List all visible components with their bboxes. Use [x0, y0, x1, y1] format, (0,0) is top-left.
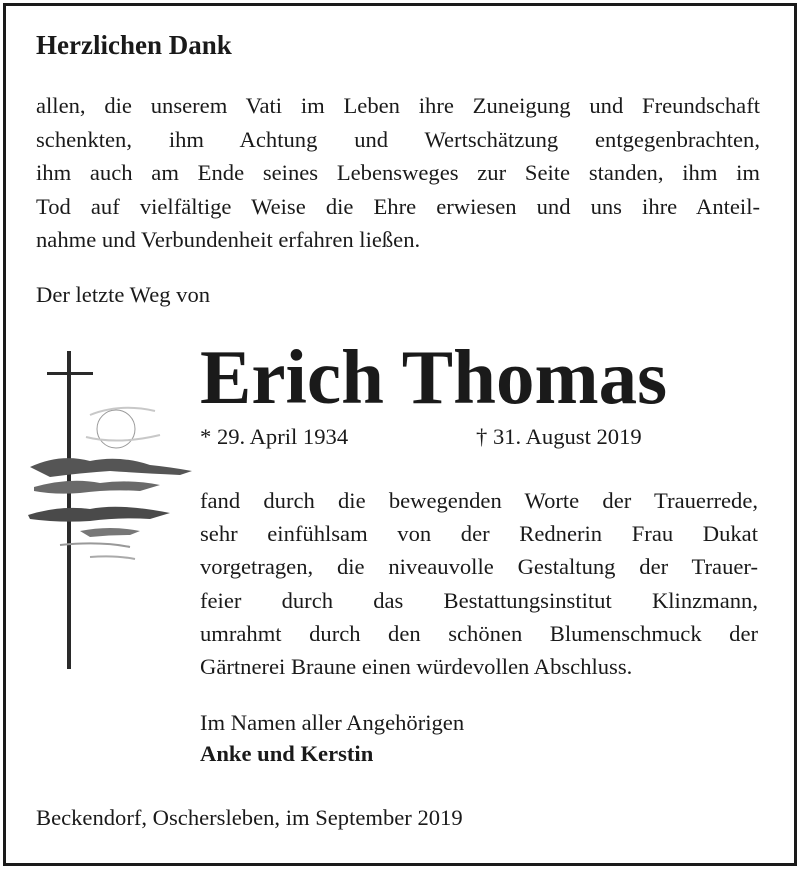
hill-shape [80, 528, 140, 537]
paragraph-line: schenkten, ihm Achtung und Wertschätzung entgegenbrachten, [36, 126, 760, 152]
cross-horizontal [47, 372, 93, 375]
hill-shape [34, 481, 160, 494]
paragraph-line: Tod auf vielfältige Weise die Ehre erwiesen und uns ihre Anteil- [36, 193, 760, 219]
water-line [90, 556, 135, 559]
notice-heading: Herzlichen Dank [36, 30, 232, 60]
paragraph-line: feier durch das Bestattungsinstitut Klinzmann, [200, 587, 758, 613]
last-way-line: Der letzte Weg von [36, 282, 211, 307]
place-date: Beckendorf, Oschersleben, im September 2019 [36, 805, 463, 830]
paragraph-line: nahme und Verbundenheit erfahren ließen. [36, 227, 421, 252]
signature-names: Anke und Kerstin [200, 741, 374, 766]
paragraph-line: Gärtnerei Braune einen würdevollen Abschluss. [200, 654, 633, 680]
cross-landscape-icon [20, 345, 195, 675]
hill-shape [30, 458, 192, 477]
thanks-paragraph [36, 89, 760, 257]
paragraph-line: sehr einfühlsam von der Rednerin Frau Dukat [200, 521, 758, 547]
paragraph-line: allen, die unserem Vati im Leben ihre Zuneigung und Freundschaft [36, 93, 760, 118]
paragraph-line: umrahmt durch den schönen Blumenschmuck der [200, 620, 758, 646]
paragraph-line: vorgetragen, die niveauvolle Gestaltung der Trauer- [200, 554, 758, 580]
ceremony-paragraph [200, 484, 758, 683]
signature-line: Im Namen aller Angehörigen [200, 710, 465, 735]
sun-shape [97, 410, 135, 448]
paragraph-line: fand durch die bewegenden Worte der Trauerrede, [200, 488, 758, 513]
hill-shape [28, 507, 170, 522]
death-date: † 31. August 2019 [476, 424, 642, 449]
paragraph-line: ihm auch am Ende seines Lebensweges zur Seite standen, ihm im [36, 160, 760, 185]
birth-date: * 29. April 1934 [200, 424, 349, 449]
deceased-name: Erich Thomas [200, 334, 668, 420]
